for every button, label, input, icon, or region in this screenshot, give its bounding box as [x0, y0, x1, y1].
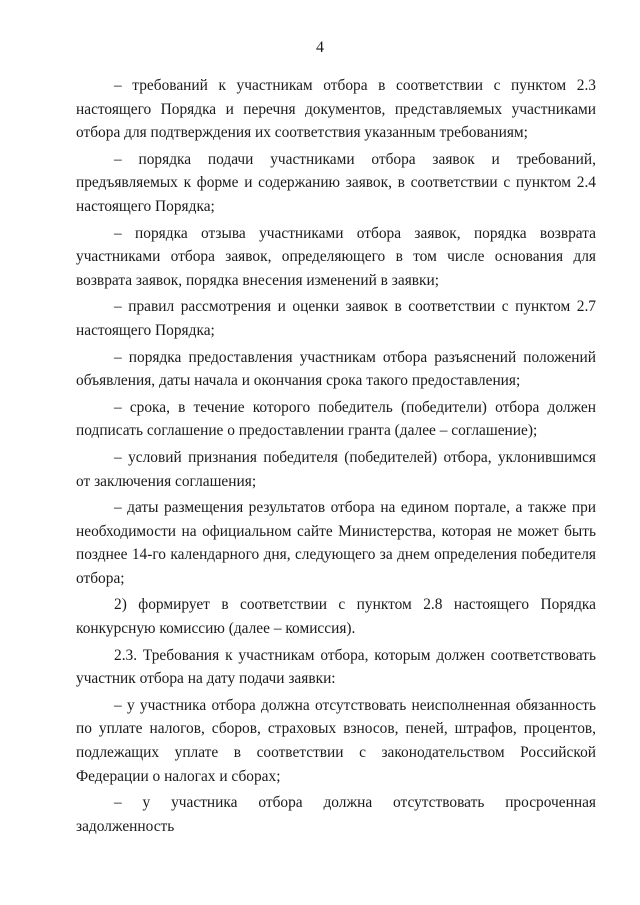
paragraph: 2.3. Требования к участникам отбора, которым должен соответствовать участник отбора на дату подачи заявки:: [76, 646, 596, 688]
paragraph: – у участника отбора должна отсутствовать просроченная задолженность: [76, 794, 596, 835]
paragraph: – даты размещения результатов отбора на едином портале, а также при необходимости на официальном сайте Министерства, которая не может быть позднее 14-го календарного дня, следующего за днем определения победителя отбора;: [76, 499, 596, 587]
paragraph: – порядка подачи участниками отбора заявок и требований, предъявляемых к форме и содержанию заявок, в соответствии с пунктом 2.4 настоящего Порядка;: [76, 150, 596, 215]
paragraph: 2) формирует в соответствии с пунктом 2.8 настоящего Порядка конкурсную комиссию (далее – комиссия).: [76, 596, 596, 638]
paragraph: – срока, в течение которого победитель (победители) отбора должен подписать соглашение о предоставлении гранта (далее – соглашение);: [76, 398, 596, 440]
page-number: 4: [316, 39, 324, 56]
paragraph: – требований к участникам отбора в соответствии с пунктом 2.3 настоящего Порядка и перечня документов, представляемых участниками отбора для подтверждения их соответствия указанным требованиям;: [76, 77, 596, 142]
paragraph: – у участника отбора должна отсутствовать неисполненная обязанность по уплате налогов, сборов, страховых взносов, пеней, штрафов, процентов, подлежащих уплате в соответствии с законодательством Российской Федерации о налогах и сборах;: [76, 696, 596, 785]
paragraph: – порядка отзыва участниками отбора заявок, порядка возврата участниками отбора заявок, определяющего в том числе основания для возврата заявок, порядка внесения изменений в заявки;: [76, 224, 596, 289]
document-body: [76, 74, 596, 841]
paragraph: – условий признания победителя (победителей) отбора, уклонившимся от заключения соглашения;: [76, 448, 596, 490]
paragraph: – правил рассмотрения и оценки заявок в соответствии с пунктом 2.7 настоящего Порядка;: [76, 298, 596, 339]
paragraph: – порядка предоставления участникам отбора разъяснений положений объявления, даты начала и окончания срока такого предоставления;: [76, 348, 596, 390]
